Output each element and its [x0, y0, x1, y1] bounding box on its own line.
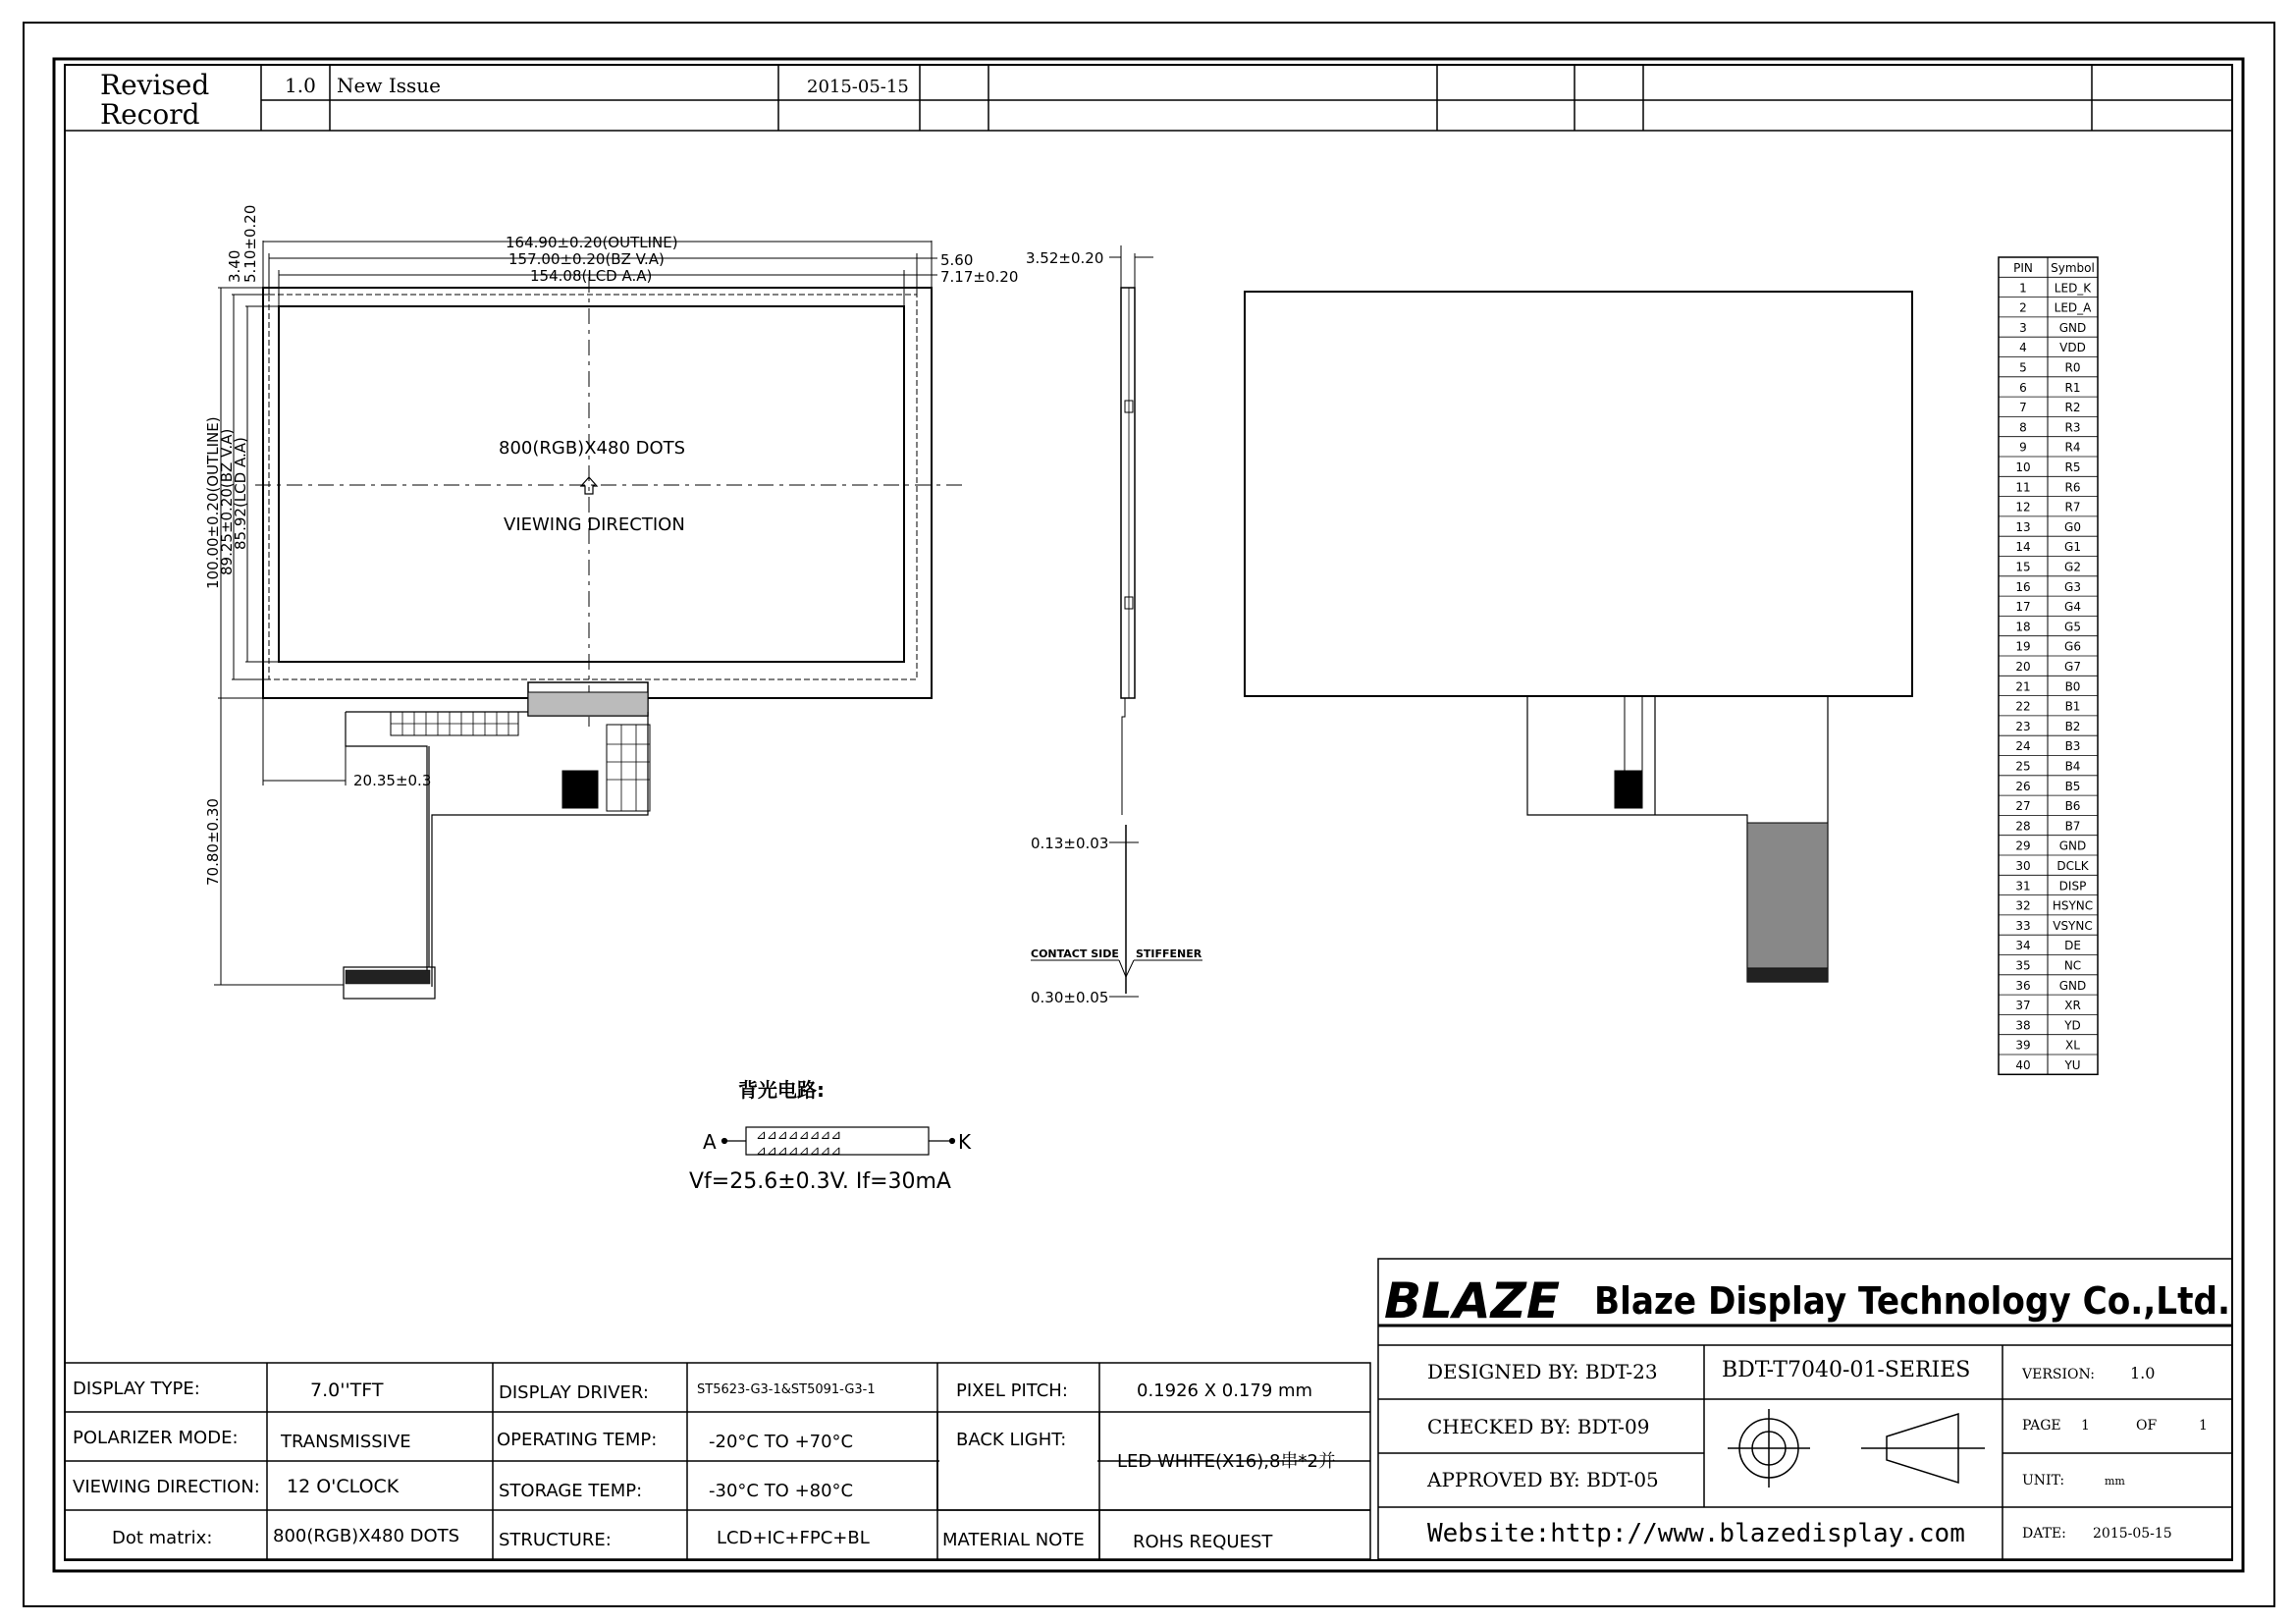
backlight-led-row-1: ⊿⊿⊿⊿⊿⊿⊿⊿	[756, 1128, 842, 1143]
rear-view	[1245, 292, 1912, 982]
projection-symbol	[1728, 1409, 1985, 1488]
display-driver-value: ST5623-G3-1&ST5091-G3-1	[697, 1382, 876, 1397]
backlight-cover-left	[939, 1414, 1097, 1508]
backlight-cathode: K	[958, 1130, 972, 1154]
pin-symbol: YD	[2064, 1018, 2081, 1033]
viewing-direction-spec-value: 12 O'CLOCK	[287, 1476, 400, 1497]
pin-symbol: B2	[2064, 719, 2081, 733]
stiffener-label: STIFFENER	[1136, 947, 1202, 960]
pin-number: 30	[2015, 859, 2031, 873]
backlight-value: LED WHITE(X16),8串*2并	[1117, 1451, 1336, 1472]
pin-number: 33	[2015, 918, 2031, 933]
unit-value: mm	[2105, 1475, 2125, 1488]
dim-side-thickness: 3.52±0.20	[1026, 249, 1104, 267]
backlight-label: BACK LIGHT:	[956, 1430, 1067, 1450]
pin-number: 28	[2015, 819, 2031, 834]
pin-number: 17	[2015, 600, 2031, 615]
pin-number: 31	[2015, 879, 2031, 893]
pin-symbol: B1	[2064, 699, 2081, 714]
pin-symbol: GND	[2058, 320, 2087, 335]
pin-symbol: HSYNC	[2052, 898, 2094, 913]
dim-outline-width: 164.90±0.20(OUTLINE)	[506, 234, 678, 251]
pin-number: 29	[2015, 839, 2031, 853]
pin-number: 18	[2015, 620, 2031, 634]
checked-by: CHECKED BY: BDT-09	[1427, 1415, 1650, 1438]
pin-number: 39	[2015, 1038, 2031, 1053]
pin-symbol: B0	[2064, 679, 2081, 694]
pin-symbol: R2	[2064, 401, 2081, 415]
pin-symbol: R7	[2064, 500, 2081, 514]
pin-number: 32	[2015, 898, 2031, 913]
company-logo: BLAZE	[1384, 1272, 1561, 1329]
pin-number: 15	[2015, 560, 2031, 574]
pin-symbol: G3	[2064, 579, 2081, 594]
approved-by: APPROVED BY: BDT-05	[1427, 1468, 1659, 1491]
pin-number: 6	[2019, 380, 2027, 395]
pin-number: 16	[2015, 579, 2031, 594]
material-note-value: ROHS REQUEST	[1133, 1532, 1273, 1552]
pin-symbol: G0	[2064, 519, 2081, 534]
polarizer-value: TRANSMISSIVE	[281, 1432, 411, 1452]
model-number: BDT-T7040-01-SERIES	[1722, 1358, 1971, 1382]
pin-number: 25	[2015, 759, 2031, 774]
pin-symbol: G5	[2064, 620, 2081, 634]
pin-symbol: R1	[2064, 380, 2081, 395]
storage-temp-value: -30°C TO +80°C	[709, 1481, 854, 1501]
page-label: PAGE	[2022, 1418, 2061, 1434]
pin-symbol: R0	[2064, 360, 2081, 375]
pin-symbol: NC	[2063, 958, 2082, 973]
pin-number: 35	[2015, 958, 2031, 973]
display-type-value: 7.0''TFT	[310, 1380, 384, 1401]
pin-symbol: B5	[2064, 779, 2081, 793]
pin-number: 7	[2019, 401, 2027, 415]
backlight-led-row-2: ⊿⊿⊿⊿⊿⊿⊿⊿	[756, 1144, 842, 1159]
dim-fpc-thickness: 0.13±0.03	[1031, 835, 1109, 852]
pin-symbol: GND	[2058, 978, 2087, 993]
pin-number: 3	[2019, 320, 2027, 335]
inner-frame	[54, 59, 2243, 1571]
pixel-pitch-label: PIXEL PITCH:	[956, 1380, 1068, 1401]
pin-symbol: VDD	[2059, 341, 2086, 355]
pin-number: 14	[2015, 540, 2031, 555]
unit-label: UNIT:	[2022, 1473, 2065, 1489]
symbol-header: Symbol	[2051, 261, 2095, 275]
pin-number: 9	[2019, 440, 2027, 455]
pin-symbol: G1	[2064, 540, 2081, 555]
pin-symbol: XL	[2065, 1038, 2080, 1053]
pin-symbol: R5	[2064, 460, 2081, 474]
pin-symbol: B4	[2064, 759, 2081, 774]
side-view	[1031, 245, 1202, 997]
version-label: VERSION:	[2022, 1367, 2095, 1382]
of-value: 1	[2199, 1418, 2208, 1434]
revision-version: 1.0	[285, 74, 316, 97]
pin-number: 4	[2019, 341, 2027, 355]
pin-symbol: YU	[2064, 1058, 2081, 1072]
dim-bezel-width: 157.00±0.20(BZ V.A)	[508, 250, 665, 268]
pin-symbol: VSYNC	[2053, 918, 2093, 933]
dim-outline-height: 100.00±0.20(OUTLINE)	[204, 416, 222, 589]
pin-number: 27	[2015, 799, 2031, 814]
revision-title-line2: Record	[100, 98, 200, 131]
pin-number: 40	[2015, 1058, 2031, 1072]
dim-fpc-length: 70.80±0.30	[204, 798, 222, 886]
pin-symbol: LED_K	[2054, 281, 2092, 296]
pin-number: 26	[2015, 779, 2031, 793]
contact-side-label: CONTACT SIDE	[1031, 947, 1119, 960]
revision-title-line1: Revised	[100, 69, 210, 101]
dot-matrix-value: 800(RGB)X480 DOTS	[273, 1526, 460, 1546]
display-type-label: DISPLAY TYPE:	[73, 1379, 200, 1399]
revision-date: 2015-05-15	[807, 77, 909, 97]
storage-temp-label: STORAGE TEMP:	[499, 1481, 643, 1501]
pin-number: 37	[2015, 999, 2031, 1013]
pin-symbol: G4	[2064, 600, 2081, 615]
pin-number: 1	[2019, 281, 2027, 296]
pin-number: 2	[2019, 300, 2027, 315]
pin-number: 22	[2015, 699, 2031, 714]
page-value: 1	[2081, 1418, 2090, 1434]
pin-symbol: B7	[2064, 819, 2081, 834]
pin-number: 19	[2015, 639, 2031, 654]
active-area	[279, 306, 904, 662]
pin-symbol: B3	[2064, 739, 2081, 754]
pin-number: 8	[2019, 420, 2027, 435]
dim-stiffener: 0.30±0.05	[1031, 989, 1109, 1006]
pin-number: 24	[2015, 739, 2031, 754]
pin-number: 20	[2015, 660, 2031, 674]
backlight-spec: Vf=25.6±0.3V. If=30mA	[689, 1169, 951, 1194]
display-driver-label: DISPLAY DRIVER:	[499, 1382, 649, 1403]
pin-symbol: G6	[2064, 639, 2081, 654]
resolution-label: 800(RGB)X480 DOTS	[499, 438, 686, 459]
dot-matrix-label: Dot matrix:	[112, 1528, 213, 1548]
lcd-outline	[263, 288, 932, 698]
pin-symbol: GND	[2058, 839, 2087, 853]
pixel-pitch-value: 0.1926 X 0.179 mm	[1137, 1380, 1313, 1401]
pin-symbol: DISP	[2058, 879, 2087, 893]
pin-header: PIN	[2013, 261, 2033, 275]
version-value: 1.0	[2130, 1364, 2156, 1382]
designed-by: DESIGNED BY: BDT-23	[1427, 1360, 1658, 1383]
revision-description: New Issue	[337, 74, 441, 97]
operating-temp-value: -20°C TO +70°C	[709, 1432, 854, 1452]
pin-number: 36	[2015, 978, 2031, 993]
company-name: Blaze Display Technology Co.,Ltd.	[1594, 1279, 2230, 1323]
viewing-direction-label: VIEWING DIRECTION	[504, 514, 685, 535]
dim-top-2: 5.10±0.20	[241, 204, 259, 283]
pin-number: 13	[2015, 519, 2031, 534]
dim-bezel-height: 89.25±0.20(BZ V.A)	[218, 428, 236, 575]
viewing-direction-spec-label: VIEWING DIRECTION:	[73, 1477, 260, 1497]
polarizer-label: POLARIZER MODE:	[73, 1428, 239, 1448]
pin-symbol: XR	[2064, 999, 2081, 1013]
pin-table	[1999, 257, 2098, 1074]
backlight-title: 背光电路:	[738, 1078, 825, 1102]
pin-symbol: R3	[2064, 420, 2081, 435]
pin-symbol: R4	[2064, 440, 2081, 455]
pin-number: 21	[2015, 679, 2031, 694]
structure-value: LCD+IC+FPC+BL	[717, 1528, 870, 1548]
dim-aa-height: 85.92(LCD A.A)	[232, 437, 249, 550]
date-label: DATE:	[2022, 1526, 2066, 1542]
drawing-border	[65, 65, 2232, 1560]
material-note-label: MATERIAL NOTE	[942, 1530, 1085, 1550]
pin-number: 12	[2015, 500, 2031, 514]
pin-symbol: G2	[2064, 560, 2081, 574]
dim-right-1: 5.60	[940, 251, 974, 269]
of-label: OF	[2136, 1418, 2158, 1434]
pin-number: 10	[2015, 460, 2031, 474]
pin-number: 38	[2015, 1018, 2031, 1033]
pin-symbol: G7	[2064, 660, 2081, 674]
dim-top-1: 3.40	[226, 249, 243, 283]
operating-temp-label: OPERATING TEMP:	[497, 1430, 658, 1450]
website: Website:http://www.blazedisplay.com	[1427, 1519, 1965, 1548]
pin-number: 11	[2015, 480, 2031, 495]
front-view	[214, 241, 962, 999]
pin-number: 23	[2015, 719, 2031, 733]
pin-number: 34	[2015, 939, 2031, 953]
pin-symbol: DE	[2064, 939, 2081, 953]
structure-label: STRUCTURE:	[499, 1530, 612, 1550]
pin-symbol: R6	[2064, 480, 2081, 495]
date-value: 2015-05-15	[2093, 1526, 2172, 1542]
dim-fpc-offset: 20.35±0.3	[353, 772, 432, 789]
backlight-anode: A	[703, 1130, 717, 1154]
dim-right-2: 7.17±0.20	[940, 268, 1019, 286]
pin-symbol: LED_A	[2054, 300, 2092, 315]
pin-number: 5	[2019, 360, 2027, 375]
dim-aa-width: 154.08(LCD A.A)	[530, 267, 653, 285]
pin-symbol: DCLK	[2056, 859, 2089, 873]
pin-symbol: B6	[2064, 799, 2081, 814]
